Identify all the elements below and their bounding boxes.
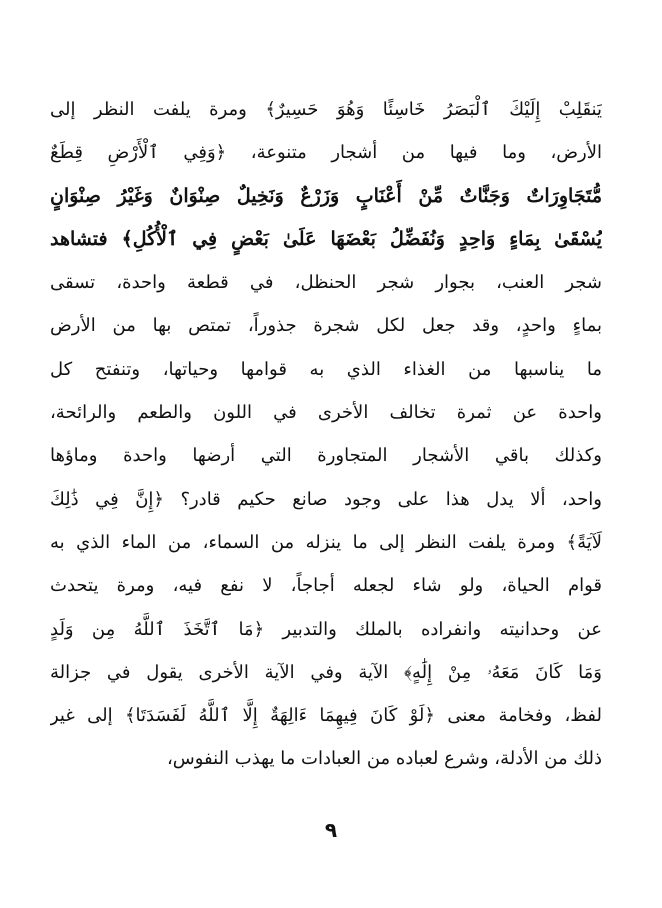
body-text bbox=[50, 88, 602, 781]
text-line-10: واحد، ألا يدل هذا على وجود صانع حكيم قادر؟ ﴿إِنَّ فِي ذَٰلِكَ bbox=[50, 488, 602, 510]
text-line-15: لفظ، وفخامة معنى ﴿لَوْ كَانَ فِيهِمَا ءَالِهَةٌ إِلَّا ٱللَّهُ لَفَسَدَتَا﴾ إلى غير bbox=[50, 705, 602, 727]
text-line-11: لَآيَةً﴾ ومرة يلفت النظر إلى ما ينزله من السماء، من الماء الذي به bbox=[50, 531, 602, 553]
text-line-8: واحدة عن ثمرة تخالف الأخرى في اللون والطعم والرائحة، bbox=[50, 402, 602, 424]
text-line-9: وكذلك باقي الأشجار المتجاورة التي أرضها واحدة وماؤها bbox=[50, 445, 602, 467]
text-line-5: شجر العنب، بجوار شجر الحنظل، في قطعة واحدة، تسقى bbox=[50, 272, 602, 294]
text-line-12: قوام الحياة، ولو شاء لجعله أجاجاً، لا نفع فيه، ومرة يتحدث bbox=[50, 575, 602, 597]
text-line-14: وَمَا كَانَ مَعَهُۥ مِنْ إِلَٰهٍ﴾ الآية وفي الآية الأخرى يقول في جزالة bbox=[50, 661, 602, 683]
page-number: ٩ bbox=[324, 818, 338, 842]
text-line-13: عن وحدانيته وانفراده بالملك والتدبير ﴿مَا ٱتَّخَذَ ٱللَّهُ مِن وَلَدٍ bbox=[50, 618, 602, 640]
text-line-2: الأرض، وما فيها من أشجار متنوعة، ﴿وَفِي ٱلْأَرْضِ قِطَعٌ bbox=[50, 142, 602, 164]
text-line-7: ما يناسبها من الغذاء الذي به قوامها وحياتها، وتنفتح كل bbox=[50, 358, 602, 380]
text-line-1: يَنقَلِبْ إِلَيْكَ ٱلْبَصَرُ خَاسِئًا وَهُوَ حَسِيرٌ﴾ ومرة يلفت النظر إلى bbox=[50, 99, 602, 120]
text-line-3: مُّتَجَاوِرَاتٌ وَجَنَّاتٌ مِّنْ أَعْنَابٍ وَزَرْعٌ وَنَخِيلٌ صِنْوَانٌ وَغَيْرُ صِنْوَانٍ bbox=[50, 184, 602, 207]
text-line-6: بماءٍ واحدٍ، وقد جعل لكل شجرة جذوراً، تمتص بها من الأرض bbox=[50, 315, 602, 337]
text-line-4: يُسْقَىٰ بِمَاءٍ وَاحِدٍ وَنُفَضِّلُ بَعْضَهَا عَلَىٰ بَعْضٍ فِي ٱلْأُكُلِ﴾ فتشاهد bbox=[50, 227, 602, 250]
text-line-16: ذلك من الأدلة، وشرع لعباده من العبادات ما يهذب النفوس، bbox=[166, 748, 602, 770]
